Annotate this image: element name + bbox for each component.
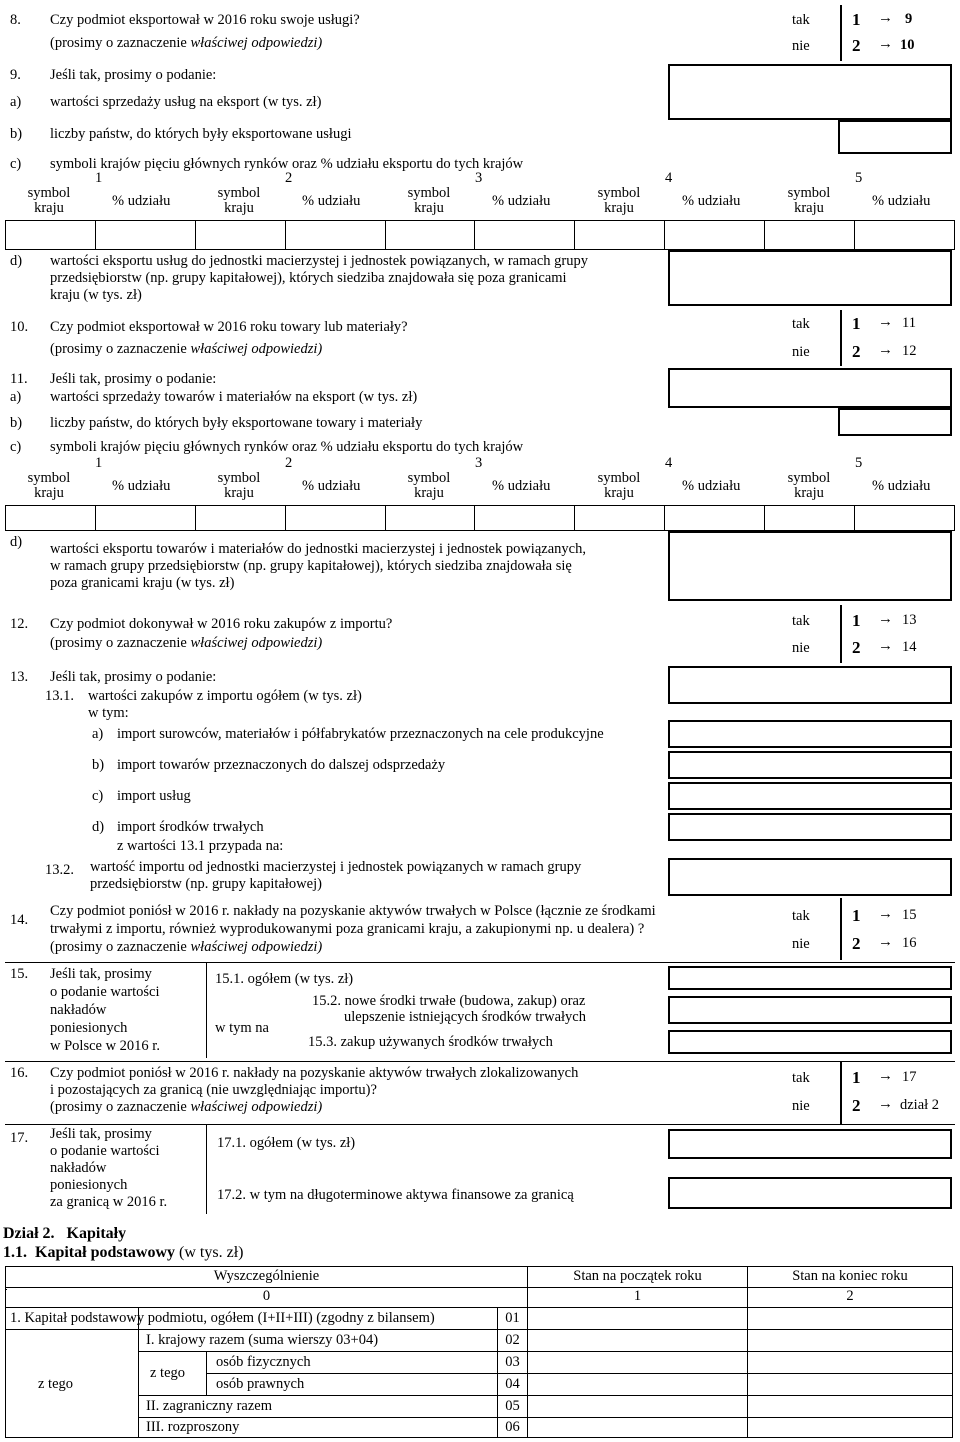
market-col-5: 5 [855, 170, 863, 186]
q15-desc-line3: nakładów [50, 1002, 107, 1018]
q15-desc-line5: w Polsce w 2016 r. [50, 1038, 160, 1054]
q16-yes-code[interactable]: 1 [852, 1068, 861, 1087]
q13b-input[interactable] [668, 751, 952, 779]
market3-share-cell[interactable] [475, 221, 575, 250]
market1-symbol-cell[interactable] [6, 221, 96, 250]
q17-desc-line3: nakładów [50, 1160, 107, 1176]
q9c-text: symboli krajów pięciu głównych rynków oraz % udziału eksportu do tych krajów [50, 156, 524, 172]
row04-end-cell[interactable] [748, 1374, 952, 1395]
q9b-label: b) [10, 126, 23, 142]
market5-share-cell[interactable] [855, 506, 955, 531]
market3-share-cell[interactable] [475, 506, 575, 531]
q13-1-input[interactable] [668, 666, 952, 704]
q16-no-goto: dział 2 [900, 1097, 940, 1113]
q13d-input[interactable] [668, 813, 952, 841]
market5-share-cell[interactable] [855, 221, 955, 250]
market-col-1: 1 [95, 455, 103, 471]
q13a-text: import surowców, materiałów i półfabrykatów przeznaczonych na cele produkcyjne [117, 726, 604, 742]
q16-top-rule [5, 1061, 955, 1062]
q10-no-label: nie [792, 344, 810, 360]
q12-answer-divider [840, 605, 842, 663]
q12-yes-goto: 13 [902, 612, 917, 628]
q13-2-input[interactable] [668, 858, 952, 896]
q11c-label: c) [10, 439, 22, 455]
q15-number: 15. [10, 966, 29, 982]
market2-symbol-header: symbol kraju [217, 185, 261, 217]
market4-share-header: % udziału [682, 478, 741, 494]
q8-no-arrow: → [878, 36, 893, 52]
market1-share-header: % udziału [112, 193, 171, 209]
market1-share-header: % udziału [112, 478, 171, 494]
row04-start-cell[interactable] [528, 1374, 747, 1395]
q10-yes-arrow: → [878, 314, 893, 330]
market1-symbol-header: symbol kraju [27, 185, 71, 217]
market5-symbol-header: symbol kraju [787, 185, 831, 217]
q12-yes-arrow: → [878, 611, 893, 627]
col-index-1: 1 [633, 1288, 642, 1304]
q15-3-label: 15.3. zakup używanych środków trwałych [308, 1034, 553, 1050]
q10-number: 10. [10, 319, 29, 335]
row02-code: 02 [505, 1332, 520, 1348]
q14-number: 14. [10, 912, 29, 928]
q13d-text: import środków trwałych [117, 819, 264, 835]
q11b-input[interactable] [838, 408, 952, 436]
market5-symbol-cell[interactable] [765, 221, 855, 250]
q15-1-label: 15.1. ogółem (w tys. zł) [215, 971, 354, 987]
q12-no-label: nie [792, 640, 810, 656]
q9a-input[interactable] [668, 64, 952, 120]
market2-share-cell[interactable] [285, 221, 385, 250]
q10-yes-code[interactable]: 1 [852, 314, 861, 333]
market1-share-cell[interactable] [95, 221, 195, 250]
col-header-end: Stan na koniec roku [792, 1268, 908, 1284]
q10-no-arrow: → [878, 342, 893, 358]
q9d-input[interactable] [668, 250, 952, 306]
q16-line1: Czy podmiot poniósł w 2016 r. nakłady na pozyskanie aktywów trwałych zlokalizowanych [50, 1065, 579, 1081]
of-which-label-outer: z tego [38, 1376, 74, 1392]
market3-symbol-header: symbol kraju [407, 470, 451, 502]
section-title: Dział 2. Kapitały [3, 1225, 127, 1242]
q14-yes-arrow: → [878, 906, 893, 922]
q14-no-code[interactable]: 2 [852, 934, 861, 953]
col-header-start: Stan na początek roku [573, 1268, 702, 1284]
row02-label: I. krajowy razem (suma wierszy 03+04) [146, 1332, 379, 1348]
q16-answer-divider [840, 1062, 842, 1124]
col-header-description: Wyszczególnienie [213, 1268, 320, 1284]
row01-start-cell[interactable] [528, 1308, 747, 1329]
market3-symbol-cell[interactable] [385, 221, 475, 250]
row03-start-cell[interactable] [528, 1352, 747, 1373]
market5-symbol-header: symbol kraju [787, 470, 831, 502]
row05-start-cell[interactable] [528, 1396, 747, 1417]
market4-symbol-cell[interactable] [575, 221, 665, 250]
q15-2-line2: ulepszenie istniejących środków trwałych [344, 1009, 586, 1025]
q15-desc-line2: o podanie wartości [50, 984, 160, 1000]
market-col-2: 2 [285, 170, 293, 186]
row04-code: 04 [505, 1376, 520, 1392]
q17-desc-line2: o podanie wartości [50, 1143, 160, 1159]
q8-number: 8. [10, 12, 21, 28]
row05-code: 05 [505, 1398, 520, 1414]
q12-no-arrow: → [878, 638, 893, 654]
q16-number: 16. [10, 1065, 29, 1081]
subsection-title: 1.1. Kapitał podstawowy (w tys. zł) [3, 1244, 244, 1261]
q16-yes-arrow: → [878, 1068, 893, 1084]
q17-1-label: 17.1. ogółem (w tys. zł) [217, 1135, 356, 1151]
market2-share-header: % udziału [302, 478, 361, 494]
q13-2-line2: przedsiębiorstw (np. grupy kapitałowej) [90, 876, 322, 892]
q11d-line1: wartości eksportu towarów i materiałów do jednostki macierzystej i jednostek powiązanych, [50, 541, 586, 557]
market4-symbol-header: symbol kraju [597, 185, 641, 217]
q13-1-text: wartości zakupów z importu ogółem (w tys. zł) [88, 688, 362, 704]
market1-share-cell[interactable] [95, 506, 195, 531]
market3-symbol-cell[interactable] [385, 506, 475, 531]
q13-number: 13. [10, 669, 29, 685]
market5-symbol-cell[interactable] [765, 506, 855, 531]
row01-end-cell[interactable] [748, 1308, 952, 1329]
q13-1-wtym: w tym: [88, 705, 129, 721]
q9b-text: liczby państw, do których były eksportowane usługi [50, 126, 352, 142]
q13-of-which: z wartości 13.1 przypada na: [117, 838, 284, 854]
market2-share-cell[interactable] [285, 506, 385, 531]
q17-desc-line4: poniesionych [50, 1177, 128, 1193]
q15-top-rule [5, 962, 955, 963]
market4-symbol-header: symbol kraju [597, 470, 641, 502]
q17-2-input[interactable] [668, 1177, 952, 1209]
q11c-text: symboli krajów pięciu głównych rynków oraz % udziału eksportu do tych krajów [50, 439, 524, 455]
q12-yes-label: tak [792, 613, 810, 629]
q13c-label: c) [92, 788, 104, 804]
q11a-text: wartości sprzedaży towarów i materiałów na eksport (w tys. zł) [50, 389, 418, 405]
q13-1-number: 13.1. [45, 688, 74, 704]
q15-3-input[interactable] [668, 1030, 952, 1054]
q16-hint: (prosimy o zaznaczenie właściwej odpowiedzi) [50, 1099, 323, 1115]
market2-share-header: % udziału [302, 193, 361, 209]
q8-no-code[interactable]: 2 [852, 36, 861, 55]
q14-line1: Czy podmiot poniósł w 2016 r. nakłady na pozyskanie aktywów trwałych w Polsce (łącznie ze środkami [50, 903, 656, 919]
q8-answer-divider [840, 5, 842, 61]
q11d-line2: w ramach grupy przedsiębiorstw (np. grupy kapitałowej), których siedziba znajdowała się [50, 558, 572, 574]
q12-number: 12. [10, 616, 29, 632]
q10-no-goto: 12 [902, 343, 917, 359]
market1-symbol-header: symbol kraju [27, 470, 71, 502]
q17-column-rule [206, 1124, 207, 1214]
q17-top-rule [5, 1124, 955, 1125]
q12-yes-code[interactable]: 1 [852, 611, 861, 630]
q15-column-rule [206, 962, 207, 1058]
q14-yes-code[interactable]: 1 [852, 906, 861, 925]
q9a-label: a) [10, 94, 22, 110]
q14-answer-divider [840, 898, 842, 960]
q17-desc-line5: za granicą w 2016 r. [50, 1194, 168, 1210]
q13a-label: a) [92, 726, 104, 742]
market1-symbol-cell[interactable] [6, 506, 96, 531]
q8-yes-goto: 9 [905, 11, 913, 27]
row03-code: 03 [505, 1354, 520, 1370]
q14-no-goto: 16 [902, 935, 917, 951]
q12-question: Czy podmiot dokonywał w 2016 roku zakupów z importu? [50, 616, 393, 632]
q14-hint: (prosimy o zaznaczenie właściwej odpowiedzi) [50, 939, 323, 955]
q9-number: 9. [10, 67, 21, 83]
market-col-3: 3 [475, 170, 483, 186]
q14-no-label: nie [792, 936, 810, 952]
q11c-markets-grid [5, 505, 955, 531]
q8-yes-label: tak [792, 12, 810, 28]
q13d-label: d) [92, 819, 105, 835]
q14-yes-goto: 15 [902, 907, 917, 923]
q9a-text: wartości sprzedaży usług na eksport (w tys. zł) [50, 94, 322, 110]
q15-desc-line4: poniesionych [50, 1020, 128, 1036]
q15-2-input[interactable] [668, 996, 952, 1024]
market4-share-header: % udziału [682, 193, 741, 209]
q17-1-input[interactable] [668, 1129, 952, 1159]
q13-intro: Jeśli tak, prosimy o podanie: [50, 669, 217, 685]
row06-start-cell[interactable] [528, 1418, 747, 1437]
market-col-4: 4 [665, 455, 673, 471]
q9d-label: d) [10, 253, 23, 269]
q10-answer-divider [840, 310, 842, 366]
q8-question: Czy podmiot eksportował w 2016 roku swoje usługi? [50, 12, 360, 28]
q15-2-line1: 15.2. nowe środki trwałe (budowa, zakup) oraz [312, 993, 586, 1009]
q13b-label: b) [92, 757, 105, 773]
q12-hint: (prosimy o zaznaczenie właściwej odpowiedzi) [50, 635, 323, 651]
q14-yes-label: tak [792, 908, 810, 924]
q14-line2: trwałymi z importu, również wyprodukowanymi poza granicami kraju, a zakupionymi np. u dealera) ? [50, 921, 645, 937]
q16-no-code[interactable]: 2 [852, 1096, 861, 1115]
q11-number: 11. [10, 371, 28, 387]
q15-wtym: w tym na [215, 1020, 269, 1036]
q13-2-number: 13.2. [45, 862, 74, 878]
market-col-5: 5 [855, 455, 863, 471]
col-index-0: 0 [262, 1288, 271, 1304]
row06-end-cell[interactable] [748, 1418, 952, 1437]
q16-yes-label: tak [792, 1070, 810, 1086]
q10-question: Czy podmiot eksportował w 2016 roku towary lub materiały? [50, 319, 408, 335]
row01-code: 01 [505, 1310, 520, 1326]
q10-yes-label: tak [792, 316, 810, 332]
q8-yes-arrow: → [878, 10, 893, 26]
row06-label: III. rozproszony [146, 1419, 240, 1435]
q13c-text: import usług [117, 788, 191, 804]
q17-number: 17. [10, 1130, 29, 1146]
market3-share-header: % udziału [492, 193, 551, 209]
q13b-text: import towarów przeznaczonych do dalszej odsprzedaży [117, 757, 446, 773]
q9d-line1: wartości eksportu usług do jednostki macierzystej i jednostek powiązanych, w ramach grupy [50, 253, 588, 269]
row05-end-cell[interactable] [748, 1396, 952, 1417]
market2-symbol-cell[interactable] [195, 506, 285, 531]
q12-no-code[interactable]: 2 [852, 638, 861, 657]
q10-hint: (prosimy o zaznaczenie właściwej odpowiedzi) [50, 341, 323, 357]
q11b-label: b) [10, 415, 23, 431]
market5-share-header: % udziału [872, 478, 931, 494]
q13a-input[interactable] [668, 720, 952, 748]
q15-1-input[interactable] [668, 966, 952, 990]
of-which-label-inner: z tego [150, 1365, 186, 1381]
q9c-label: c) [10, 156, 22, 172]
market4-symbol-cell[interactable] [575, 506, 665, 531]
q17-2-label: 17.2. w tym na długoterminowe aktywa finansowe za granicą [217, 1187, 574, 1203]
market4-share-cell[interactable] [665, 506, 765, 531]
market-col-1: 1 [95, 170, 103, 186]
q15-desc-line1: Jeśli tak, prosimy [50, 966, 152, 982]
market-col-2: 2 [285, 455, 293, 471]
q10-yes-goto: 11 [902, 315, 916, 331]
q16-yes-goto: 17 [902, 1069, 917, 1085]
q9b-input[interactable] [838, 120, 952, 154]
q8-no-goto: 10 [900, 37, 915, 53]
market2-symbol-header: symbol kraju [217, 470, 261, 502]
market3-share-header: % udziału [492, 478, 551, 494]
q9-intro: Jeśli tak, prosimy o podanie: [50, 67, 217, 83]
q9d-line3: kraju (w tys. zł) [50, 287, 142, 303]
q11d-input[interactable] [668, 531, 952, 601]
q8-yes-code[interactable]: 1 [852, 10, 861, 29]
q17-desc-line1: Jeśli tak, prosimy [50, 1126, 152, 1142]
q13-2-line1: wartość importu od jednostki macierzystej i jednostek powiązanych w ramach grupy [90, 859, 582, 875]
q8-hint: (prosimy o zaznaczenie właściwej odpowiedzi) [50, 35, 323, 51]
market-col-4: 4 [665, 170, 673, 186]
q11b-text: liczby państw, do których były eksportowane towary i materiały [50, 415, 423, 431]
row06-code: 06 [505, 1419, 520, 1435]
market3-symbol-header: symbol kraju [407, 185, 451, 217]
q16-no-label: nie [792, 1098, 810, 1114]
q10-no-code[interactable]: 2 [852, 342, 861, 361]
q13c-input[interactable] [668, 782, 952, 810]
row02-start-cell[interactable] [528, 1330, 747, 1351]
row02-end-cell[interactable] [748, 1330, 952, 1351]
market2-symbol-cell[interactable] [195, 221, 285, 250]
capital-table [5, 1266, 953, 1438]
row03-label: osób fizycznych [216, 1354, 311, 1370]
q14-no-arrow: → [878, 934, 893, 950]
q9c-markets-grid [5, 220, 955, 250]
q8-no-label: nie [792, 38, 810, 54]
market5-share-header: % udziału [872, 193, 931, 209]
row03-end-cell[interactable] [748, 1352, 952, 1373]
q11a-label: a) [10, 389, 22, 405]
market-col-3: 3 [475, 455, 483, 471]
q16-line2: i pozostających za granicą (nie uwzględniając importu)? [50, 1082, 377, 1098]
q12-no-goto: 14 [902, 639, 917, 655]
market4-share-cell[interactable] [665, 221, 765, 250]
q16-no-arrow: → [878, 1096, 893, 1112]
q9d-line2: przedsiębiorstw (np. grupy kapitałowej), których siedziba znajdowała się poza granicami [50, 270, 567, 286]
row01-label: 1. Kapitał podstawowy podmiotu, ogółem (I+II+III) (zgodny z bilansem) [10, 1310, 435, 1326]
row05-label: II. zagraniczny razem [146, 1398, 272, 1414]
q11d-line3: poza granicami kraju (w tys. zł) [50, 575, 235, 591]
q11-intro: Jeśli tak, prosimy o podanie: [50, 371, 217, 387]
q11a-input[interactable] [668, 368, 952, 408]
col-index-2: 2 [846, 1288, 854, 1304]
row04-label: osób prawnych [216, 1376, 305, 1392]
q11d-label: d) [10, 534, 23, 550]
